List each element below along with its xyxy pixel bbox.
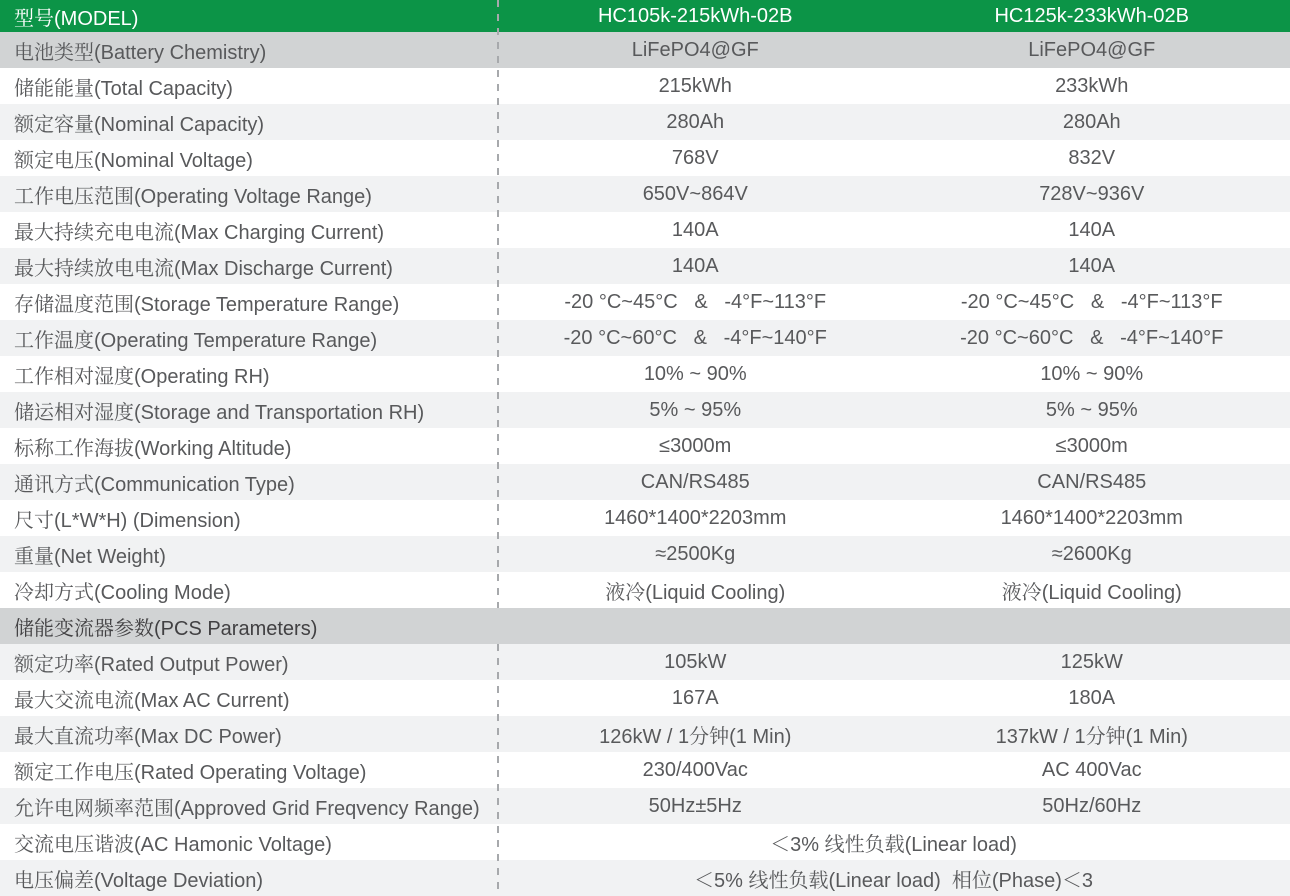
model-2-name: HC125k-233kWh-02B (994, 4, 1190, 27)
row-value-model2: 140A (1068, 254, 1116, 277)
row-value-model2: 125kW (1060, 650, 1123, 673)
row-value-model2: CAN/RS485 (1037, 470, 1147, 493)
table-row (0, 320, 1290, 356)
row-label: 工作相对湿度(Operating RH) (14, 365, 270, 388)
row-value-model1: 280Ah (666, 110, 725, 133)
pcs-parameter-rows (0, 644, 1290, 896)
row-value-model1: 650V~864V (642, 182, 748, 205)
model-1-name: HC105k-215kWh-02B (597, 4, 793, 27)
row-value-model1: 50Hz±5Hz (648, 794, 742, 817)
row-value-model1: CAN/RS485 (640, 470, 750, 493)
row-value-model1: 140A (671, 254, 719, 277)
battery-parameter-rows (0, 32, 1290, 608)
row-label: 储运相对湿度(Storage and Transportation RH) (14, 401, 425, 424)
row-value-model2: 180A (1068, 686, 1116, 709)
table-row (0, 752, 1290, 788)
table-row (0, 392, 1290, 428)
row-label: 电压偏差(Voltage Deviation) (14, 869, 263, 892)
row-value-model1: 230/400Vac (642, 758, 748, 781)
pcs-section-header-row (0, 608, 1290, 644)
pcs-section-title: 储能变流器参数(PCS Parameters) (14, 617, 318, 640)
row-value-model2: 137kW / 1分钟(1 Min) (995, 725, 1188, 748)
model-header-label: 型号(MODEL) (14, 7, 139, 30)
row-value-model1: 液冷(Liquid Cooling) (605, 581, 786, 604)
row-value-model2: 1460*1400*2203mm (1000, 506, 1183, 529)
row-value-model2: -20 °C~45°C & -4°F~113°F (960, 290, 1223, 313)
row-label: 重量(Net Weight) (14, 545, 166, 568)
row-label: 额定工作电压(Rated Operating Voltage) (14, 761, 367, 784)
row-value-model1: 140A (671, 218, 719, 241)
row-label: 电池类型(Battery Chemistry) (14, 41, 267, 64)
row-value-model1: ≈2500Kg (655, 542, 736, 565)
table-row (0, 284, 1290, 320)
row-value-span: ＜5% 线性负载(Linear load) 相位(Phase)＜3 (693, 869, 1093, 892)
row-value-model1: 105kW (664, 650, 727, 673)
row-value-model2: 5% ~ 95% (1045, 398, 1138, 421)
row-value-model1: LiFePO4@GF (631, 38, 759, 61)
row-value-model1: 1460*1400*2203mm (604, 506, 787, 529)
table-row (0, 644, 1290, 680)
table-row (0, 788, 1290, 824)
row-label: 工作电压范围(Operating Voltage Range) (14, 185, 372, 208)
row-label: 允许电网频率范围(Approved Grid Freqvency Range) (14, 797, 480, 820)
row-value-model2: ≈2600Kg (1051, 542, 1132, 565)
table-row (0, 68, 1290, 104)
row-label: 储能能量(Total Capacity) (14, 77, 233, 100)
table-row (0, 536, 1290, 572)
row-value-model2: 832V (1068, 146, 1116, 169)
row-value-model2: AC 400Vac (1041, 758, 1142, 781)
row-label: 最大持续充电电流(Max Charging Current) (14, 221, 385, 244)
row-label: 最大持续放电电流(Max Discharge Current) (14, 257, 393, 280)
table-row (0, 140, 1290, 176)
row-label: 通讯方式(Communication Type) (14, 473, 295, 496)
row-value-model2: LiFePO4@GF (1028, 38, 1156, 61)
table-row (0, 212, 1290, 248)
row-value-model1: ≤3000m (659, 434, 732, 457)
row-label: 额定容量(Nominal Capacity) (14, 113, 265, 136)
table-row (0, 248, 1290, 284)
table-row (0, 464, 1290, 500)
table-row (0, 572, 1290, 608)
table-header-row (0, 0, 1290, 32)
table-row (0, 680, 1290, 716)
row-value-model2: 10% ~ 90% (1040, 362, 1144, 385)
row-value-model1: 10% ~ 90% (643, 362, 747, 385)
table-row (0, 428, 1290, 464)
row-value-span: ＜3% 线性负载(Linear load) (770, 833, 1017, 856)
row-value-model1: -20 °C~60°C & -4°F~140°F (563, 326, 827, 349)
row-value-model2: 280Ah (1062, 110, 1121, 133)
row-label: 交流电压谐波(AC Hamonic Voltage) (14, 833, 332, 856)
row-label: 最大直流功率(Max DC Power) (14, 725, 282, 748)
row-value-model1: 167A (671, 686, 719, 709)
table-row (0, 500, 1290, 536)
row-label: 工作温度(Operating Temperature Range) (14, 329, 378, 352)
dashed-column-divider (497, 0, 499, 896)
table-row (0, 32, 1290, 68)
row-label: 标称工作海拔(Working Altitude) (14, 437, 292, 460)
row-value-model1: -20 °C~45°C & -4°F~113°F (564, 290, 827, 313)
row-label: 最大交流电流(Max AC Current) (14, 689, 290, 712)
row-value-model2: 50Hz/60Hz (1042, 794, 1142, 817)
table-row (0, 176, 1290, 212)
table-row (0, 104, 1290, 140)
row-value-model1: 215kWh (658, 74, 732, 97)
row-label: 额定功率(Rated Output Power) (14, 653, 289, 676)
row-value-model1: 768V (671, 146, 719, 169)
table-row (0, 716, 1290, 752)
row-value-model2: ≤3000m (1055, 434, 1128, 457)
row-label: 额定电压(Nominal Voltage) (14, 149, 253, 172)
row-label: 存储温度范围(Storage Temperature Range) (14, 293, 400, 316)
row-value-model2: 728V~936V (1039, 182, 1145, 205)
row-value-model2: 140A (1068, 218, 1116, 241)
table-row (0, 824, 1290, 860)
row-label: 尺寸(L*W*H) (Dimension) (14, 509, 241, 532)
table-row (0, 356, 1290, 392)
row-label: 冷却方式(Cooling Mode) (14, 581, 231, 604)
row-value-model1: 5% ~ 95% (649, 398, 742, 421)
row-value-model2: -20 °C~60°C & -4°F~140°F (960, 326, 1224, 349)
row-value-model1: 126kW / 1分钟(1 Min) (599, 725, 792, 748)
row-value-model2: 液冷(Liquid Cooling) (1001, 581, 1182, 604)
table-row (0, 860, 1290, 896)
row-value-model2: 233kWh (1055, 74, 1129, 97)
